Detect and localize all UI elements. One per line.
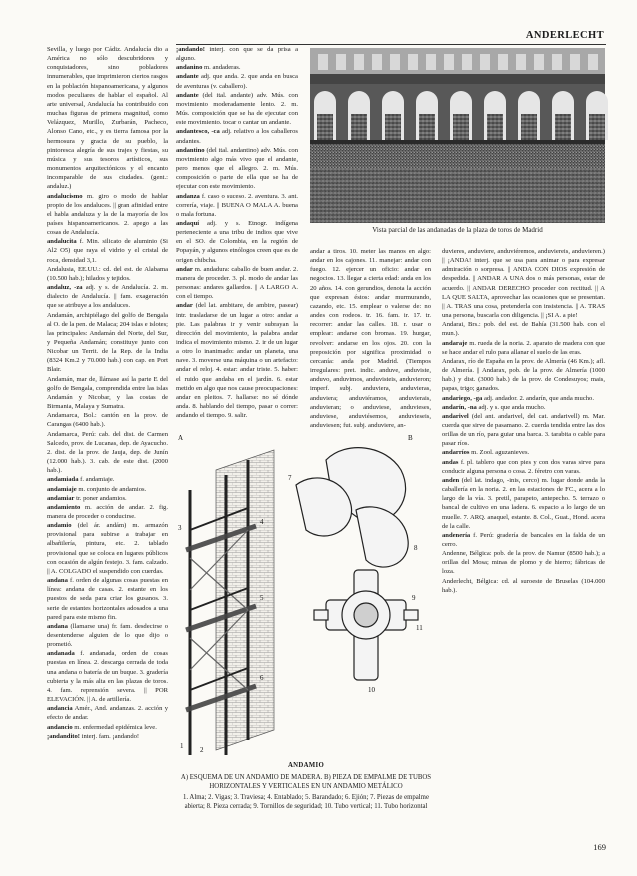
dictionary-entry: andarín, -na adj. y s. que anda mucho.: [442, 403, 546, 411]
dictionary-entry: andaraje m. rueda de la noria. 2. aparato de madera con que se hace andar el rulo para allanar el suelo de las eras.: [442, 339, 605, 356]
dictionary-entry: andarríos m. Zool. aguzanieves.: [442, 449, 530, 457]
dictionary-entry: andar (del lat. ambitare, de ambire, pasear) intr. trasladarse de un lugar a otro: andar a pie. Las palabras ir y venir subrayan la dirección del movimiento, la palabra andar indica el movimiento mismo. 2. ir de un lugar a otro lo inanimado: andar un planeta, una nave. 3. moverse una máquina o un artefacto: andar el reloj. 4. estar: andar triste. 5. haber: el ruido que andaba en el jardín. 6. estar metido en algo que nos cause preocupaciones: andar en pleitos. 7. hallarse: no sé dónde anda. 8. hablando del tiempo, pasar o correr: andando el tiempo. 9. salir.: [176, 302, 298, 420]
dictionary-entry: anden (del lat. indago, -inis, cerco) m. lugar donde anda la caballería en la noria. 2. en las estaciones de FC., acera a lo largo de la vía. 3. pretil, parapeto, antepecho. 5. terrazo o bancal de cultivo en una ladera. 6. espacio a lo largo de un muelle. 7. ARQ. anaquel, estante. 8. Col., Guat., Hond. acera de la calle.: [442, 476, 605, 530]
dictionary-entry: andante (del ital. andante) adv. Mús. con movimiento moderadamente lento. 2. m. Mús. composición que se ha de ejecutar con este movimiento. tocar o cantar un andante.: [176, 91, 298, 127]
dictionary-entry: andantino (del ital. andantino) adv. Mús. con movimiento algo más vivo que el andante, pero menos que el allegro. 2. m. Mús. composición o parte de ella que se ha de ejecutar con este movimiento.: [176, 146, 298, 191]
dictionary-entry: andenería f. Perú: gradería de bancales en la falda de un cerro.: [442, 531, 605, 548]
dictionary-entry: andamiar tr. poner andamios.: [47, 494, 127, 502]
dictionary-entry: andamio (del ár. andám) m. armazón provisional para subirse a trabajar en albañilería, pintura, etc. 2. tablado provisional que se coloca en lugares públicos con ocasión de algún festejo. 3. fam. calzado. || A. COLGADO el suspendido con cuerdas.: [47, 522, 168, 575]
dictionary-entry: andana (llamarse una) fr. fam. desdecirse o desentenderse alguien de lo que dijo o prometió.: [47, 622, 168, 649]
dictionary-entry: andarivel (del ant. andarivel, del cat. andarivell) m. Mar. cuerda que sirve de pasamano. 2. cuerda tendida entre las dos orillas de un río, para guiar una barca. 3. tarabita o cable para pasar ríos.: [442, 412, 605, 448]
dictionary-entry: andantesco, -ca adj. relativo a los caballeros andantes.: [176, 128, 298, 145]
dictionary-entry: duvieres, anduviere, anduviéremos, anduviereis, anduvieren.) || ¡ANDA! interj. que se usa para animar o para expresar admiración o sorpresa. || ANDA CON DIOS expresión de despedida. || ANDAR A UNA dos o más personas, estar de acuerdo. || ANDAR DERECHO proceder con rectitud. || A LA QUE SALTA, aprovechar las ocasiones que se presentan. || A. TRAS una cosa, pretenderla con insistencia. || A. TRAS una persona, buscarla con diligencia. || ¡SI A. a pie!: [442, 248, 605, 320]
label-7: 7: [288, 474, 292, 482]
illustration-title: ANDAMIO: [287, 762, 325, 769]
metal-coupler-drawing: [296, 448, 418, 680]
dictionary-entry: andamiada f. andamiaje.: [47, 476, 115, 484]
wooden-scaffold-drawing: [186, 450, 274, 755]
label-4: 4: [260, 518, 264, 526]
dictionary-entry: andas f. pl. tablero que con pies y con dos varas sirve para conducir alguna persona o cosa. 2. féretro con varas.: [442, 458, 605, 475]
label-1: 1: [180, 742, 184, 750]
dictionary-entry: Andamarca, Perú: cab. del dist. de Carmen Salcedo, prov. de Lucanas, dep. de Ayacucho. 2. dist. de la prov. de Jauja, dep. de Junín (12.000 hab.). 3. cab. de este dist. (2000 hab.).: [47, 430, 168, 475]
dictionary-entry: Andamarca, Bol.: cantón en la prov. de Carangas (6400 hab.).: [47, 412, 168, 429]
dictionary-entry: Andenne, Bélgica: pob. de la prov. de Namur (8500 hab.); a orillas del Mosa; minas de plomo y de hierro; fábricas de loza.: [442, 550, 605, 576]
label-10: 10: [368, 686, 375, 694]
photo-caption: Vista parcial de las andanadas de la plaza de toros de Madrid: [372, 226, 543, 234]
text-column-1: [47, 45, 168, 850]
label-9: 9: [412, 594, 416, 602]
dictionary-entry: andana f. orden de algunas cosas puestas en línea: andana de casas. 2. estante en los puestos de seda para criar los gusanos. 3. serie de estantes horizontales adosados a una pared para este mismo fin.: [47, 577, 168, 621]
dictionary-entry: Andalusia, EE.UU.: cd. del est. de Alabama (10.500 hab.); hilados y tejidos.: [47, 265, 168, 282]
text-column-4: [442, 247, 605, 867]
dictionary-entry: andanino m. andaderas.: [176, 64, 241, 72]
dictionary-entry: Andarax, río de España en la prov. de Almería (46 Km.); afl. de Almería. || Andarax, pob. de la prov. de Almería (1000 hab.) y dist. (3000 hab.) de la prov. de Condesuyos; mais, papas, trigo; ganados.: [442, 357, 605, 393]
dictionary-entry: andalucismo m. giro o modo de hablar propio de los andaluces. || gran afinidad entre el habla andaluza y la de la mayoría de los países hispanoamericanos. 2. apego a las cosas de Andalucía.: [47, 192, 168, 237]
dictionary-entry: andalucita f. Min. silicato de aluminio (Si Al2 O5) que raya el vidrio y el cristal de roca, densidad 3,1.: [47, 238, 168, 264]
dictionary-entry: Anderlecht, Bélgica: cd. al suroeste de Bruselas (104.000 hab.).: [442, 577, 605, 594]
label-3: 3: [178, 524, 182, 532]
dictionary-entry: andar m. andadura: caballo de buen andar. 2. manera de proceder. 3. pl. modo de andar las personas: andares gallardos. || A LARGO A. con el tiempo.: [176, 265, 298, 301]
bullring-photo: [310, 48, 605, 223]
dictionary-entry: Andarai, Brs.: pob. del est. de Bahía (31.500 hab. con el mun.).: [442, 321, 605, 338]
dictionary-entry: andante adj. que anda. 2. que anda en busca de aventuras (v. caballero).: [176, 73, 298, 90]
dictionary-entry: Andamán, archipiélago del golfo de Bengala al O. de la pen. de Malaca; 204 islas e islotes; las principales: Andamán del Norte, del Sur, y Pequeña Andamán; constituye junto con Nicobar un Territ. de la Rep. de la India (8324 Km.2 y 70.000 hab.) con cap. en Port Blair.: [47, 311, 168, 374]
dictionary-entry: andamiento m. acción de andar. 2. fig. manera de proceder o conducirse.: [47, 503, 168, 520]
label-2: 2: [200, 746, 204, 754]
dictionary-entry: andancio m. enfermedad epidémica leve.: [47, 723, 157, 731]
label-a: A: [178, 434, 184, 442]
dictionary-entry: andamiaje m. conjunto de andamios.: [47, 485, 147, 493]
dictionary-entry: andar a tiros. 10. meter las manos en algo: andar en los cajones. 11. manejar: andar con fuego. 12. ejercer un oficio: andar en negocios. 13. llegar a cierta edad: anda en los 20 años. 14. con gerundios, denota la acción que expresan éstos: andar murmurando, cazando, etc. 15. emplear o valerse de: no andes con rodeos. tr. 16. fam. ir. 17. tr. recorrer: andar las calles. 18. r. usar o emplear: andarse con bromas. 19. hurgar, revolver: andarse en los ojos. 20. con la preposición por significa proximidad o cercanía: anda por Madrid. (Tiempos irregulares: pret. indic. anduve, anduviste, anduvo, anduvimos, anduvisteis, anduvieron; imperf. subj. anduviera, anduvieras, anduviera; anduviéramos, anduvierais, anduvieran; o anduviese, anduvieses, anduviese, anduviésemos, anduvieseis, anduviesen; fut. subj. anduviere, an-: [310, 248, 431, 429]
dictionary-entry: andancia Amér., And. andanzas. 2. acción y efecto de andar.: [47, 705, 168, 722]
running-head: ANDERLECHT: [525, 30, 604, 41]
bullring-photo-image: [310, 48, 605, 223]
label-8: 8: [414, 544, 418, 552]
dictionary-entry: andaluz, -za adj. y s. de Andalucía. 2. m. dialecto de Andalucía. || fam. exageración que se atribuye a los andaluces.: [47, 284, 168, 310]
label-11: 11: [416, 624, 423, 632]
illustration-caption: A) ESQUEMA DE UN ANDAMIO DE MADERA. B) PIEZA DE EMPALME DE TUBOS HORIZONTALES Y VERTICALES EN UN ANDAMIO METÁLICO: [180, 774, 432, 790]
dictionary-entry: andaquí adj. y s. Etnogr. indígena perteneciente a una tribu de indios que vive en el SO. de Colombia, en la región de Popayán, y algunos etnólogos creen que es de origen chibcha.: [176, 219, 298, 264]
label-6: 6: [260, 674, 264, 682]
dictionary-entry: andanada f. andanada, orden de cosas puestas en línea. 2. descarga cerrada de toda una andana o batería de un buque. 3. gradería cubierta y la más alta en las plazas de toros. 4. fam. reprensión severa. || POR ELEVACIÓN. || A. de artillería.: [47, 650, 168, 704]
dictionary-entry: ¡andando! interj. con que se da prisa a alguno.: [176, 46, 298, 63]
label-5: 5: [260, 594, 264, 602]
label-b: B: [408, 434, 413, 442]
page-number: 169: [593, 842, 606, 852]
dictionary-entry: Sevilla, y luego por Cádiz. Andalucía dio a América no sólo descubridores y conquistadores, sino pobladores innumerables, que imprimieron ciertos rasgos en la población hispanoamericana, y algunos modos peculiares de hablar el español. Al arte universal, Andalucía ha contribuido con muchas figuras de primera magnitud, como Velázquez, Murillo, Zurbarán, Pacheco, Alonso Cano, etc., y es tierra famosa por la hermosura y gracia de su pueblo, la pintoresca alegría de sus trajes y fiestas, su música y sus tesoros artísticos, sus monumentos arquitectónicos y el encanto incomparable de sus ciudades. (gent.: andaluz.): [47, 46, 168, 191]
text-column-3: [310, 247, 431, 427]
dictionary-entry: andanza f. caso o suceso. 2. aventura. 3. ant. correría, viaje. || BUENA O MALA A. buena o mala fortuna.: [176, 192, 298, 218]
text-column-2: [176, 45, 298, 420]
dictionary-entry: ¡andandito! interj. fam. ¡andando!: [47, 732, 140, 740]
scaffold-illustration: [176, 430, 436, 760]
dictionary-entry: andariego, -ga adj. andador. 2. andarín, que anda mucho.: [442, 394, 594, 402]
dictionary-entry: Andamán, mar de, llámase así la parte E del golfo de Bengala, comprendida entre las islas Andamán y Nicobar, y las costas de Birmania, Malaya y Sumatra.: [47, 375, 168, 411]
illustration-legend: 1. Alma; 2. Vigas; 3. Traviesa; 4. Entablado; 5. Barandado; 6. Ejión; 7. Piezas de empalme abierta; 8. Pieza cerrada; 9. Tornillos de seguridad; 10. Tubo vertical; 11. Tubo horizontal: [182, 794, 429, 810]
